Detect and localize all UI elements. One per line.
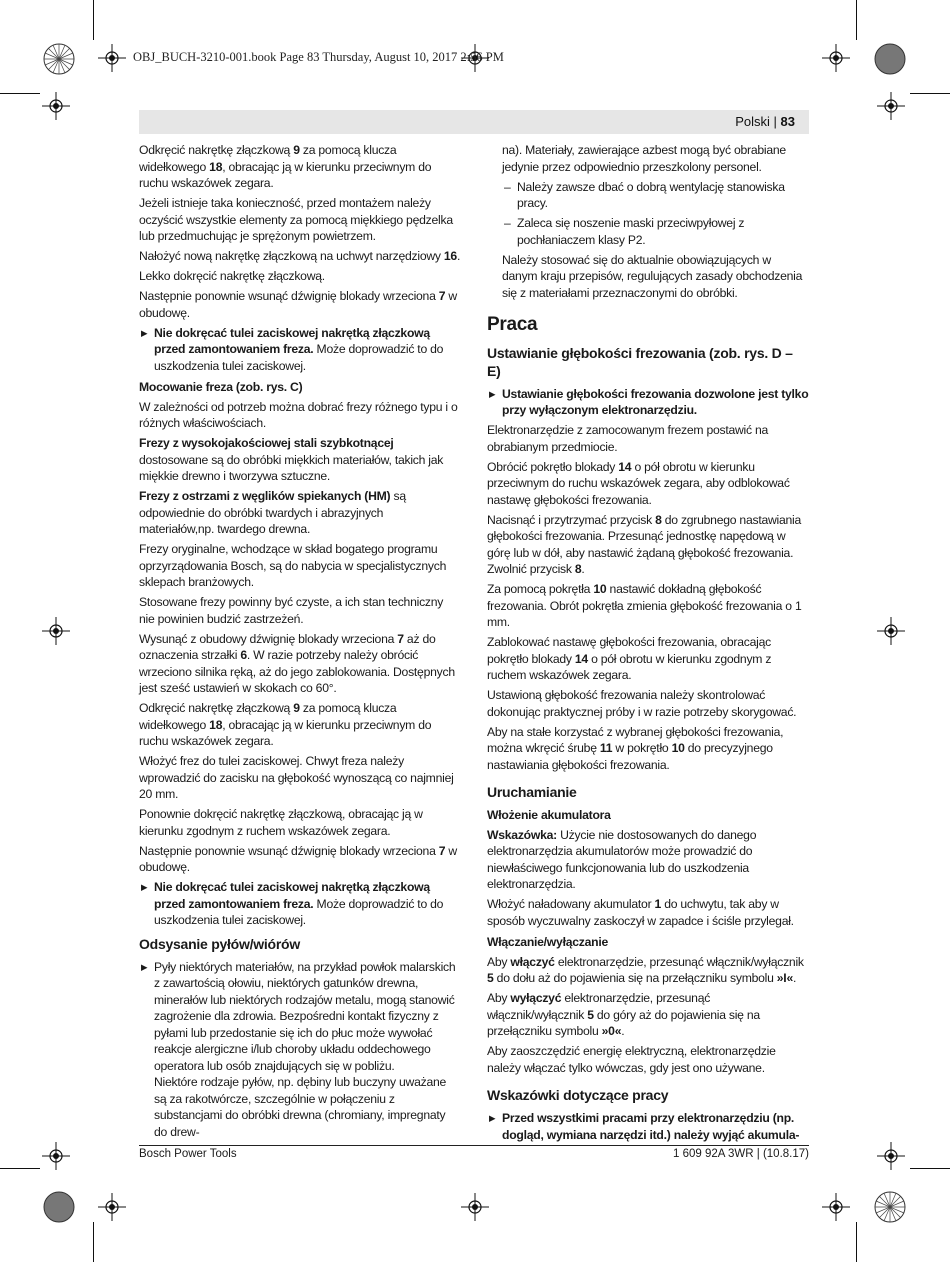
paragraph: Stosowane frezy powinny być czyste, a ich stan techniczny nie powinien budzić zastrzeżeń. xyxy=(139,595,444,626)
paragraph: Za pomocą pokrętła 10 nastawić dokładną głębokość frezowania. Obrót pokrętła zmienia głębokość frezowania o 1 mm. xyxy=(487,582,802,629)
paragraph: Nałożyć nową nakrętkę złączkową na uchwyt narzędziowy 16. xyxy=(139,249,461,263)
crosshair-mark-icon xyxy=(822,44,850,72)
paragraph: Odkręcić nakrętkę złączkową 9 za pomocą klucza widełkowego 18, obracając ją w kierunku przeciwnym do ruchu wskazówek zegara. xyxy=(139,143,432,190)
footer-doc-number: 1 609 92A 3WR | (10.8.17) xyxy=(673,1148,809,1160)
paragraph: Ustawioną głębokość frezowania należy skontrolować dokonując praktycznej próby i w razie potrzeby skorygować. xyxy=(487,688,797,719)
section-heading: Mocowanie freza (zob. rys. C) xyxy=(139,380,303,394)
paragraph: W zależności od potrzeb można dobrać frezy różnego typu i o różnych właściwościach. xyxy=(139,399,458,430)
paragraph: Jeżeli istnieje taka konieczność, przed montażem należy oczyścić wszystkie elementy za pomocą miękkiego pędzelka lub przedmuchując je sprężonym powietrzem. xyxy=(139,196,453,243)
paragraph: Zablokować nastawę głębokości frezowania, obracając pokrętło blokady 14 o pół obrotu w kierunku zgodnym z ruchem wskazówek zegara. xyxy=(487,635,772,682)
crosshair-mark-icon xyxy=(42,617,70,645)
crosshair-mark-icon xyxy=(822,1193,850,1221)
warning-item: ▶ Nie dokręcać tulei zaciskowej nakrętką złączkową przed zamontowaniem freza. Może doprowadzić to do uszkodzenia tulei zaciskowej. xyxy=(139,325,461,375)
section-heading: Wskazówki dotyczące pracy xyxy=(487,1087,669,1103)
crosshair-mark-icon xyxy=(461,1193,489,1221)
page-header: Polski | 83 xyxy=(735,114,795,129)
paragraph: Frezy oryginalne, wchodzące w skład bogatego programu oprzyrządowania Bosch, są do nabycia w specjalistycznych sklepach branżowych. xyxy=(139,542,447,589)
paragraph: Nacisnąć i przytrzymać przycisk 8 do zgrubnego nastawiania głębokości frezowania. Przesunąć jednostkę napędową w górę lub w dół, aby nastawić żądaną głębokość frezowania. Zwolnić przycisk 8. xyxy=(487,512,802,576)
warning-item: ▶ Ustawianie głębokości frezowania dozwolone jest tylko przy wyłączonym elektronarzędziu. xyxy=(487,386,809,419)
paragraph: Frezy z ostrzami z węglików spiekanych (HM) są odpowiednie do obróbki twardych i abrazyjnych materiałów,np. twardego drewna. xyxy=(139,489,406,536)
right-column xyxy=(487,142,809,1147)
page-header-bar xyxy=(139,110,809,134)
crosshair-mark-icon xyxy=(98,1193,126,1221)
paragraph: Wysunąć z obudowy dźwignię blokady wrzeciona 7 aż do oznaczenia strzałki 6. W razie potrzeby należy obrócić wrzeciono silnika ręką, aż do jego zablokowania. Dostępnych jest sześć ustawień w skokach co 60°. xyxy=(139,631,455,695)
paragraph: Odkręcić nakrętkę złączkową 9 za pomocą klucza widełkowego 18, obracając ją w kierunku przeciwnym do ruchu wskazówek zegara. xyxy=(139,701,432,748)
paragraph: Włożyć naładowany akumulator 1 do uchwytu, tak aby w sposób wyczuwalny zaskoczył w zapadce i ściśle przylegał. xyxy=(487,897,794,928)
crosshair-mark-icon xyxy=(98,44,126,72)
subsection-heading: Włożenie akumulatora xyxy=(487,808,611,822)
list-item: – Należy zawsze dbać o dobrą wentylację stanowiska pracy. xyxy=(502,179,809,212)
registration-mark-icon xyxy=(42,1190,76,1224)
paragraph: Frezy z wysokojakościowej stali szybkotnącej dostosowane są do obróbki miękkich materiałów, takich jak miękkie drewno i tworzywa sztuczne. xyxy=(139,436,444,483)
registration-mark-icon xyxy=(42,42,76,76)
paragraph: Aby zaoszczędzić energię elektryczną, elektronarzędzie należy włączać tylko wówczas, gdy jest ono używane. xyxy=(487,1044,776,1075)
paragraph: Lekko dokręcić nakrętkę złączkową. xyxy=(139,269,325,283)
list-item: – Zaleca się noszenie maski przeciwpyłowej z pochłaniaczem klasy P2. xyxy=(502,215,809,248)
paragraph: Aby wyłączyć elektronarzędzie, przesunąć włącznik/wyłącznik 5 do góry aż do pojawienia się na przełączniku symbolu »0«. xyxy=(487,991,760,1038)
paragraph: Aby na stałe korzystać z wybranej głębokości frezowania, można wkręcić śrubę 11 w pokrętło 10 do precyzyjnego nastawiania głębokości frezowania. xyxy=(487,724,784,772)
print-slug: OBJ_BUCH-3210-001.book Page 83 Thursday, August 10, 2017 2:56 PM xyxy=(133,50,504,64)
crosshair-mark-icon xyxy=(877,1142,905,1170)
paragraph: Niektóre rodzaje pyłów, np. dębiny lub buczyny uważane są za rakotwórcze, szczególnie w połączeniu z substancjami do obróbki drewna (chromiany, impregnaty do drew- xyxy=(154,1075,447,1139)
paragraph: Włożyć frez do tulei zaciskowej. Chwyt freza należy wprowadzić do zacisku na głębokość wynoszącą co najmniej 20 mm. xyxy=(139,754,454,801)
crosshair-mark-icon xyxy=(877,617,905,645)
subsection-heading: Włączanie/wyłączanie xyxy=(487,935,608,949)
warning-item: ▶ Pyły niektórych materiałów, na przykład powłok malarskich z zawartością ołowiu, niektórych gatunków drewna, minerałów lub niektórych rodzajów metalu, mogą stanowić zagrożenie dla zdrowia. Bezpośredni kontakt fizyczny z pyłami lub przedostanie się ich do płuc może wywołać reakcje alergiczne i/lub choroby układu oddechowego operatora lub osób znajdujących się w pobliżu. xyxy=(139,959,461,1075)
section-heading: Uruchamianie xyxy=(487,784,577,800)
section-heading: Ustawianie głębokości frezowania (zob. rys. D – E) xyxy=(487,344,793,379)
paragraph: na). Materiały, zawierające azbest mogą być obrabiane jedynie przez odpowiednio przeszkolony personel. xyxy=(502,143,786,174)
paragraph: Elektronarzędzie z zamocowanym frezem postawić na obrabianym przedmiocie. xyxy=(487,423,769,454)
left-column xyxy=(139,142,461,1144)
paragraph: Wskazówka: Użycie nie dostosowanych do danego elektronarzędzia akumulatorów może prowadzić do niewłaściwego funkcjonowania lub do uszkodzenia elektronarzędzia. xyxy=(487,827,757,891)
warning-item: ▶ Nie dokręcać tulei zaciskowej nakrętką złączkową przed zamontowaniem freza. Może doprowadzić to do uszkodzenia tulei zaciskowej. xyxy=(139,879,461,929)
crosshair-mark-icon xyxy=(42,92,70,120)
paragraph: Należy stosować się do aktualnie obowiązujących w danym kraju przepisów, regulujących zasady obchodzenia się z materiałami przeznaczonymi do obróbki. xyxy=(502,252,803,300)
paragraph: Następnie ponownie wsunąć dźwignię blokady wrzeciona 7 w obudowę. xyxy=(139,289,457,320)
warning-item: ▶ Przed wszystkimi pracami przy elektronarzędziu (np. dogląd, wymiana narzędzi itd.) należy wyjąć akumula- xyxy=(487,1110,809,1143)
registration-mark-icon xyxy=(873,42,907,76)
page-number: 83 xyxy=(780,114,795,129)
crosshair-mark-icon xyxy=(877,92,905,120)
footer-divider xyxy=(139,1145,809,1146)
paragraph: Aby włączyć elektronarzędzie, przesunąć włącznik/wyłącznik 5 do dołu aż do pojawienia się na przełączniku symbolu »I«. xyxy=(487,954,804,985)
paragraph: Ponownie dokręcić nakrętkę złączkową, obracając ją w kierunku zgodnym z ruchem wskazówek zegara. xyxy=(139,807,423,838)
language-label: Polski xyxy=(735,114,770,129)
paragraph: Następnie ponownie wsunąć dźwignię blokady wrzeciona 7 w obudowę. xyxy=(139,843,457,874)
registration-mark-icon xyxy=(873,1190,907,1224)
footer-brand: Bosch Power Tools xyxy=(139,1148,237,1160)
paragraph: Obrócić pokrętło blokady 14 o pół obrotu w kierunku przeciwnym do ruchu wskazówek zegara, aby odblokować nastawę głębokości frezowania. xyxy=(487,459,790,507)
crosshair-mark-icon xyxy=(42,1142,70,1170)
chapter-heading: Praca xyxy=(487,314,538,335)
section-heading: Odsysanie pyłów/wiórów xyxy=(139,935,300,952)
